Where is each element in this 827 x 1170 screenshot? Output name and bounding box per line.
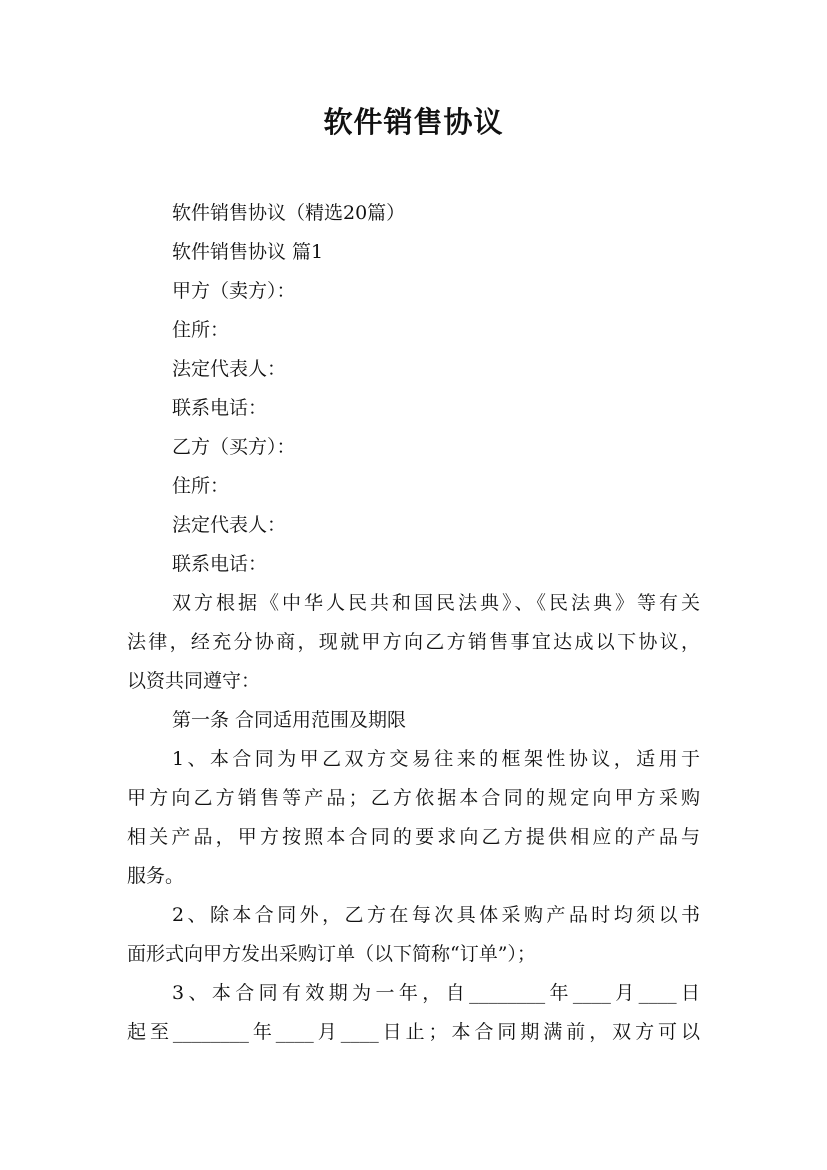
clause-line: 3、本合同有效期为一年，自________年____月____日 (172, 982, 700, 1004)
article-heading: 第一条 合同适用范围及期限 (172, 709, 407, 731)
chapter-line: 软件销售协议 篇1 (172, 241, 324, 263)
party-a-label: 甲方（卖方）： (172, 280, 296, 302)
party-b-phone: 联系电话： (172, 553, 268, 575)
preamble-line: 以资共同遵守： (127, 670, 261, 692)
party-a-phone: 联系电话： (172, 397, 268, 419)
clause-line: 面形式向甲方发出采购订单（以下简称“订单”）； (127, 943, 536, 965)
clause-line: 起至________年____月____日止；本合同期满前，双方可以 (127, 1021, 700, 1043)
clause-line: 1、本合同为甲乙双方交易往来的框架性协议，适用于 (172, 748, 700, 770)
subtitle-line: 软件销售协议（精选20篇） (172, 202, 406, 224)
party-a-address: 住所： (172, 319, 230, 341)
clause-line: 相关产品，甲方按照本合同的要求向乙方提供相应的产品与 (127, 826, 700, 848)
preamble-line: 双方根据《中华人民共和国民法典》、《民法典》等有关 (172, 592, 700, 614)
party-a-representative: 法定代表人： (172, 358, 287, 380)
party-b-address: 住所： (172, 475, 230, 497)
clause-line: 服务。 (127, 865, 185, 887)
document-title: 软件销售协议 (323, 105, 504, 139)
clause-line: 2、除本合同外，乙方在每次具体采购产品时均须以书 (172, 904, 700, 926)
preamble-line: 法律，经充分协商，现就甲方向乙方销售事宜达成以下协议， (127, 631, 700, 653)
clause-line: 甲方向乙方销售等产品；乙方依据本合同的规定向甲方采购 (127, 787, 700, 809)
party-b-representative: 法定代表人： (172, 514, 287, 536)
party-b-label: 乙方（买方）： (172, 436, 296, 458)
